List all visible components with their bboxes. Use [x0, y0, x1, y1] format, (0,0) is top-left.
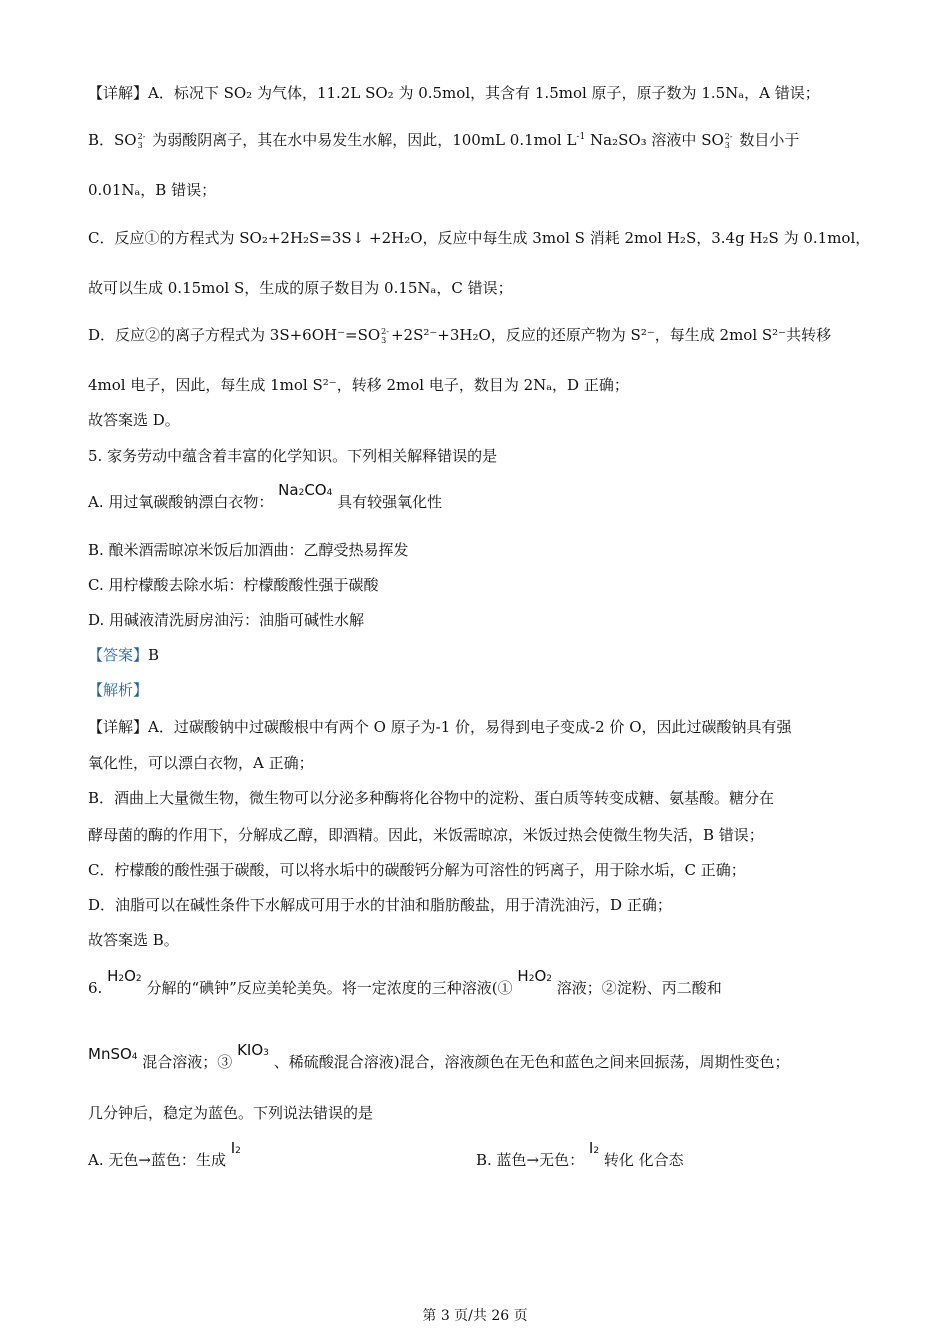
text: D. 用碱液清洗厨房油污：油脂可碱性水解 [88, 611, 365, 629]
option-6a [88, 1139, 241, 1173]
text: C．反应①的方程式为 SO₂+2H₂S=3S↓ +2H₂O，反应中每生成 3mol S 消耗 2mol H₂S，3.4g H₂S 为 0.1mol， [88, 229, 871, 247]
formula-mnso4: MnSO4 [88, 1045, 138, 1063]
option-a [88, 481, 443, 515]
text: D．油脂可以在碱性条件下水解成可用于水的甘油和脂肪酸盐，用于清洗油污，D 正确； [88, 896, 672, 914]
ion-charge: 2- 3 [381, 327, 389, 345]
text: 具有较强氧化性 [337, 493, 443, 511]
ion-charge: 2- 3 [724, 132, 733, 150]
text: 数目小于 [739, 131, 800, 149]
text: 【详解】A．标况下 SO₂ 为气体，11.2L SO₂ 为 0.5mol，其含有 1.5mol 原子，原子数为 1.5Nₐ，A 错误； [88, 84, 820, 102]
text: B. 酿米酒需晾凉米饭后加酒曲：乙醇受热易挥发 [88, 541, 409, 559]
text-line [88, 825, 764, 845]
answer-value: B [148, 646, 160, 664]
text: C．柠檬酸的酸性强于碳酸，可以将水垢中的碳酸钙分解为可溶性的钙离子，用于除水垢，C 正确； [88, 861, 746, 879]
text: B．酒曲上大量微生物，微生物可以分泌多种酶将化谷物中的淀粉、蛋白质等转变成糖、氨基酸。糖分在 [88, 789, 775, 807]
text-line [88, 228, 870, 248]
text: 4mol 电子，因此，每生成 1mol S²⁻，转移 2mol 电子，数目为 2Nₐ，D 正确； [88, 376, 629, 394]
text: D．反应②的离子方程式为 3S+6OH⁻=SO [88, 326, 381, 344]
text: 、稀硫酸混合溶液)混合，溶液颜色在无色和蓝色之间来回振荡，周期性变色； [273, 1053, 790, 1071]
text: 转化 化合态 [603, 1151, 684, 1169]
text-line [88, 130, 799, 150]
text-line [88, 375, 629, 395]
text: 溶液；②淀粉、丙二酸和 [556, 979, 722, 997]
text: A. 无色→蓝色：生成 [88, 1151, 226, 1169]
text-line [88, 895, 672, 915]
text: B．SO [88, 131, 137, 149]
option-c [88, 575, 378, 595]
text-line [88, 860, 746, 880]
formula-i2: I2 [588, 1139, 600, 1157]
option-b [88, 540, 409, 560]
text: 为弱酸阴离子，其在水中易发生水解，因此，100mL 0.1mol L [152, 131, 577, 149]
text: 酵母菌的酶的作用下，分解成乙醇，即酒精。因此，米饭需晾凉，米饭过热会使微生物失活，B 错误； [88, 826, 764, 844]
text-line [88, 788, 774, 808]
text-line [88, 410, 180, 430]
answer-tag: 【答案】 [88, 646, 149, 664]
text: Na₂SO₃ 溶液中 SO [589, 131, 724, 149]
formula-na2co4: Na2CO4 [278, 481, 333, 499]
text: A. 用过氧碳酸钠漂白衣物： [88, 493, 274, 511]
option-d [88, 610, 364, 630]
text: B. 蓝色→无色： [476, 1151, 585, 1169]
option-6b [476, 1139, 684, 1173]
text-line [88, 325, 831, 345]
text: 故答案选 D。 [88, 411, 180, 429]
page-footer: 第 3 页/共 26 页 [422, 1308, 528, 1324]
text: 氧化性，可以漂白衣物，A 正确； [88, 754, 314, 772]
analysis-line [88, 680, 148, 700]
text: 0.01Nₐ，B 错误； [88, 181, 217, 199]
text-line [88, 180, 216, 200]
text: 5. 家务劳动中蕴含着丰富的化学知识。下列相关解释错误的是 [88, 447, 498, 465]
text: 几分钟后，稳定为蓝色。下列说法错误的是 [88, 1104, 374, 1122]
text: +2S²⁻+3H₂O，反应的还原产物为 S²⁻，每生成 2mol S²⁻共转移 [390, 326, 832, 344]
text: C. 用柠檬酸去除水垢：柠檬酸酸性强于碳酸 [88, 576, 379, 594]
formula-kio3: KIO3 [237, 1041, 269, 1059]
formula-i2: I2 [230, 1139, 241, 1157]
question-6 [88, 967, 722, 1001]
analysis-tag: 【解析】 [88, 681, 149, 699]
text-line [88, 278, 513, 298]
question-5 [88, 446, 497, 466]
formula-h2o2: H2O2 [107, 967, 142, 985]
text-line [88, 717, 792, 737]
text: 故可以生成 0.15mol S，生成的原子数目为 0.15Nₐ，C 错误； [88, 279, 513, 297]
text-line [88, 930, 179, 950]
text-line [88, 83, 820, 103]
text: 【详解】A．过碳酸钠中过碳酸根中有两个 O 原子为-1 价，易得到电子变成-2 价 O，因此过碳酸钠具有强 [88, 718, 792, 736]
text: 混合溶液；③ [142, 1053, 233, 1071]
text: 分解的“碘钟”反应美轮美奂。将一定浓度的三种溶液(① [146, 979, 513, 997]
question-number: 6. [88, 979, 103, 997]
text-line [88, 1041, 790, 1075]
text-line [88, 753, 314, 773]
ion-charge: 2- 3 [137, 132, 146, 150]
text-line [88, 1103, 373, 1123]
superscript: -1 [576, 132, 586, 142]
text: 故答案选 B。 [88, 931, 179, 949]
formula-h2o2: H2O2 [517, 967, 552, 985]
answer-line [88, 645, 159, 665]
